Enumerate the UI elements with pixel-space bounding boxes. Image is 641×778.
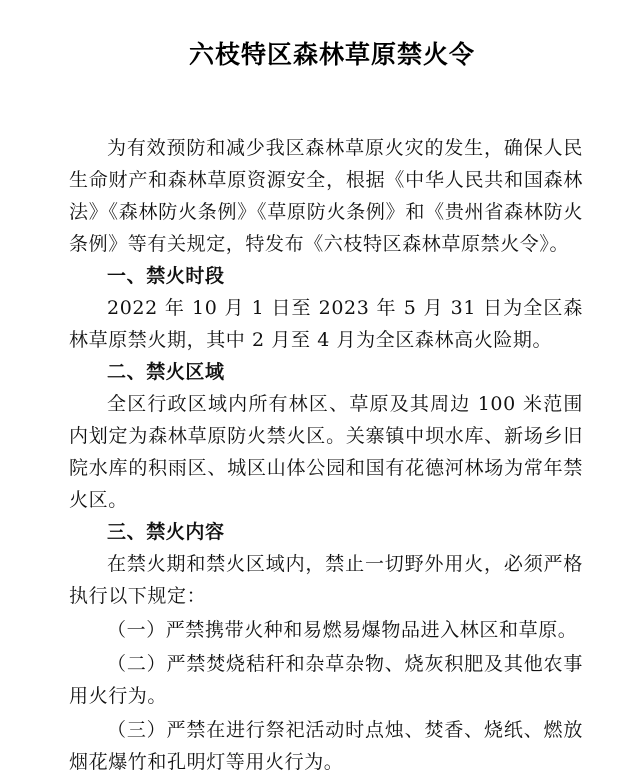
document-title: 六枝特区森林草原禁火令 xyxy=(188,40,475,69)
section-paragraph-content: 在禁火期和禁火区域内，禁止一切野外用火，必须严格执行以下规定： xyxy=(69,553,583,607)
section-paragraph-area: 全区行政区域内所有林区、草原及其周边 100 米范围内划定为森林草原防火禁火区。关寨镇中坝水库、新场乡旧院水库的积雨区、城区山体公园和国有花德河林场为常年禁火区。 xyxy=(69,393,583,511)
section-paragraph-period: 2022 年 10 月 1 日至 2023 年 5 月 31 日为全区森林草原禁火期，其中 2 月至 4 月为全区森林高火险期。 xyxy=(69,297,583,351)
rule-item-3: （三）严禁在进行祭祀活动时点烛、焚香、烧纸、燃放烟花爆竹和孔明灯等用火行为。 xyxy=(69,719,583,773)
section-heading-content: 三、禁火内容 xyxy=(107,521,225,543)
section-heading-area: 二、禁火区域 xyxy=(107,361,225,383)
document-body xyxy=(69,132,583,778)
section-heading-period: 一、禁火时段 xyxy=(107,265,225,287)
rule-item-2: （二）严禁焚烧秸秆和杂草杂物、烧灰积肥及其他农事用火行为。 xyxy=(69,653,583,707)
intro-paragraph: 为有效预防和减少我区森林草原火灾的发生，确保人民生命财产和森林草原资源安全，根据《中华人民共和国森林法》《森林防火条例》《草原防火条例》和《贵州省森林防火条例》等有关规定，特发布《六枝特区森林草原禁火令》。 xyxy=(69,137,583,255)
rule-item-1: （一）严禁携带火种和易燃易爆物品进入林区和草原。 xyxy=(107,619,578,641)
